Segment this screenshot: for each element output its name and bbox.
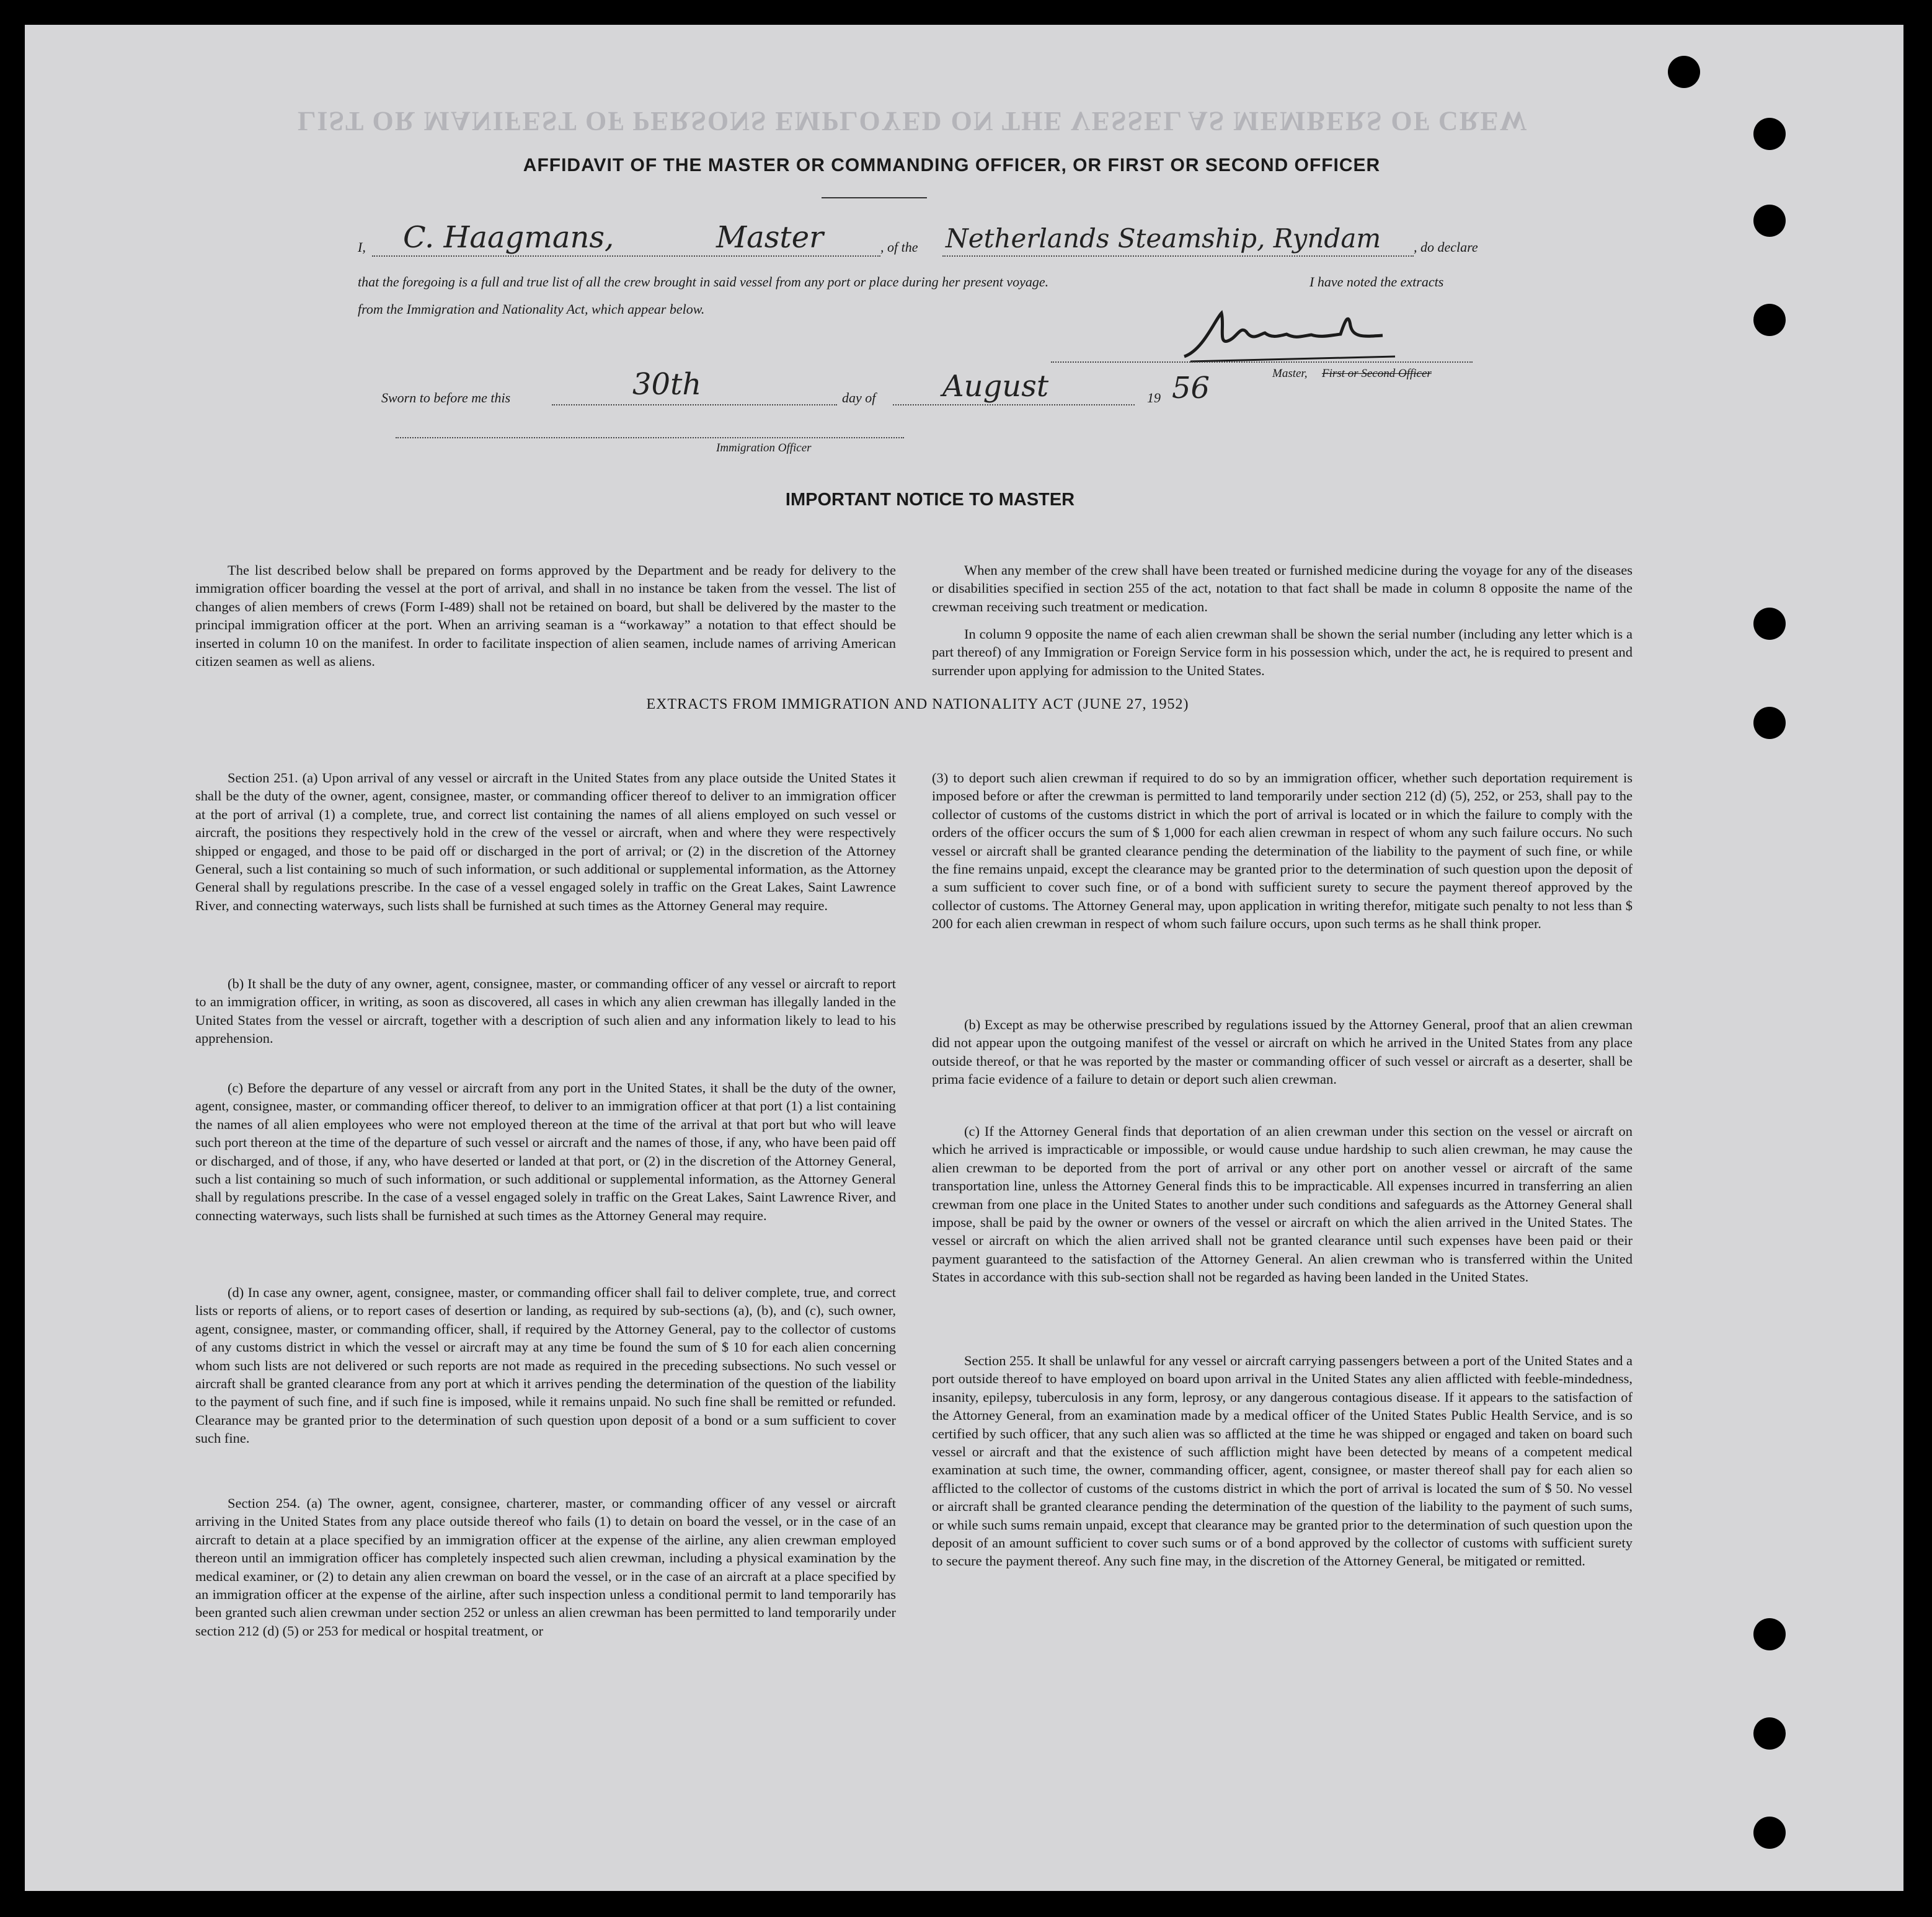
affidavit-of-the-label: , of the bbox=[880, 239, 918, 255]
name-line bbox=[372, 255, 880, 257]
affidavit-title: AFFIDAVIT OF THE MASTER OR COMMANDING OFFICER, OR FIRST OR SECOND OFFICER bbox=[523, 155, 1381, 175]
title-rule bbox=[822, 197, 927, 198]
punch-hole bbox=[1753, 608, 1786, 640]
handwritten-rank: Master bbox=[716, 220, 824, 255]
notice-title: IMPORTANT NOTICE TO MASTER bbox=[785, 490, 1075, 510]
affidavit-i-label: I, bbox=[358, 239, 366, 255]
handwritten-month: August bbox=[942, 369, 1049, 404]
sworn-label: Sworn to before me this bbox=[381, 390, 511, 405]
handwritten-name: C. Haagmans, bbox=[403, 220, 614, 255]
signature-scribble bbox=[1178, 307, 1401, 366]
punch-hole bbox=[1753, 1717, 1786, 1750]
affidavit-line-3: from the Immigration and Nationality Act, which appear below. bbox=[358, 301, 705, 317]
punch-hole bbox=[1753, 205, 1786, 237]
day-of-label: day of bbox=[842, 390, 876, 405]
affidavit-line-2-right: I have noted the extracts bbox=[1309, 274, 1444, 290]
punch-hole bbox=[1668, 56, 1700, 88]
vessel-line bbox=[942, 255, 1414, 257]
notice-right-paragraph-1: When any member of the crew shall have been treated or furnished medicine during the voyage for any of the diseases or disabilities specified in section 255 of the act, notation to that fact shall be made in column 8 opposite the name of the crewman receiving such treatment or medication. bbox=[932, 562, 1633, 614]
year-prefix: 19 bbox=[1147, 390, 1161, 405]
month-line bbox=[893, 404, 1135, 405]
signature-line bbox=[1051, 361, 1473, 363]
day-line bbox=[552, 404, 837, 405]
document-page bbox=[25, 25, 1903, 1891]
notice-right-paragraph-2: In column 9 opposite the name of each alien crewman shall be shown the serial number (including any letter which is a part thereof) of any Immigration or Foreign Service form in his possession which, under the act, he is required to present and surrender upon applying for admission to the United States. bbox=[932, 626, 1633, 678]
section-251c: (c) Before the departure of any vessel or aircraft from any port in the United States, it shall be the duty of the owner, agent, consignee, master, or commanding officer thereof, to deliver to an immigration officer at that port (1) a list containing the names of all alien employees who were not employed thereon at the time of the arrival at that port but who will leave such port thereon at the time of the departure of such vessel or aircraft and the names of those, if any, who have been paid off or discharged, and of those, if any, who have deserted or landed at that port, or (2) in the discretion of the Attorney General, such a list containing so much of such information, or such additional or supplemental information, as the Attorney General shall by regulations prescribe. In the case of a vessel engaged solely in traffic on the Great Lakes, Saint Lawrence River, and connecting waterways, such lists shall be furnished at such times as the Attorney General may require. bbox=[195, 1080, 896, 1223]
punch-hole bbox=[1753, 1817, 1786, 1849]
officer-line bbox=[396, 437, 904, 438]
section-254a: Section 254. (a) The owner, agent, consignee, charterer, master, or commanding officer of any vessel or aircraft arriving in the United States from any place outside thereof who fails (1) to detain on board the vessel, or in the case of an aircraft to detain at a place specified by an immigration officer at the expense of the airline, any alien crewman employed thereon until an immigration officer has completely inspected such alien crewman, including a physical examination by the medical examiner, or (2) to detain any alien crewman on board the vessel, or in the case of an aircraft at a place specified by an immigration officer at the expense of the airline, after such inspection unless a conditional permit to land temporarily has been granted such alien crewman under section 252 or unless an alien crewman has been permitted to land temporarily under section 212 (d) (5) or 253 for medical or hospital treatment, or bbox=[195, 1495, 896, 1639]
handwritten-vessel: Netherlands Steamship, Ryndam bbox=[946, 223, 1381, 254]
punch-hole bbox=[1753, 304, 1786, 336]
handwritten-day: 30th bbox=[632, 367, 702, 402]
section-254c: (c) If the Attorney General finds that deportation of an alien crewman under this section on the vessel or aircraft on which he arrived is impracticable or impossible, or would cause undue hardship to such alien crewman, he may cause the alien crewman to be deported from the port of arrival or any other port on another vessel or aircraft of the same transportation line, unless the Attorney General finds this to be impracticable. All expenses incurred in transferring an alien crewman from one place in the United States to another under such conditions and safeguards as the Attorney General shall impose, shall be paid by the owner or owners of the vessel or aircraft on which the alien arrived in the United States. The vessel or aircraft on which the alien arrived shall not be granted clearance until such expenses have been paid or their payment guaranteed to the satisfaction of the Attorney General. An alien crewman who is transferred within the United States in accordance with this sub-section shall not be regarded as having been landed in the United States. bbox=[932, 1123, 1633, 1285]
handwritten-year: 56 bbox=[1172, 371, 1210, 405]
section-251d: (d) In case any owner, agent, consignee, master, or commanding officer shall fail to deliver complete, true, and correct lists or reports of aliens, or to report cases of desertion or landing, as required by sub-sections (a), (b), and (c), such owner, agent, consignee, master, or commanding officer, shall, if required by the Attorney General, pay to the collector of customs of any customs district in which the vessel or aircraft may at any time be found the sum of $ 10 for each alien concerning whom such lists are not delivered or such reports are not made as required in the preceding subsections. No such vessel or aircraft shall be granted clearance from any port at which it arrives pending the determination of the question of the liability to the payment of such fine, and if such fine is imposed, while it remains unpaid. No such fine shall be remitted or refunded. Clearance may be granted prior to the determination of such question upon deposit of a bond or a sum sufficient to cover such fine. bbox=[195, 1285, 896, 1446]
affidavit-line-2: that the foregoing is a full and true list of all the crew brought in said vessel from any port or place during her present voyage. bbox=[358, 274, 1049, 290]
section-251a: Section 251. (a) Upon arrival of any vessel or aircraft in the United States from any place outside the United States it shall be the duty of the owner, agent, consignee, master, or commanding officer thereof to deliver to an immigration officer at the port of arrival (1) a complete, true, and correct list containing the names of all aliens employed on such vessel or aircraft, the positions they respectively hold in the crew of the vessel or aircraft, when and where they were respectively shipped or engaged, and those to be paid off or discharged in the port of arrival; or (2) in the discretion of the Attorney General, such a list containing so much of such information, or such additional or supplemental information, as the Attorney General shall by regulations prescribe. In the case of a vessel engaged solely in traffic on the Great Lakes, Saint Lawrence River, and connecting waterways, such lists shall be furnished at such times as the Attorney General may require. bbox=[195, 770, 896, 913]
section-254a-continued: (3) to deport such alien crewman if required to do so by an immigration officer, whether such deportation requirement is imposed before or after the crewman is permitted to land temporarily under section 212 (d) (5), 252, or 253, shall pay to the collector of customs of the customs district in which the port of arrival is located or in which the failure to comply with the orders of the officer occurs the sum of $ 1,000 for each alien crewman in respect of whom any such failure occurs. No such vessel or aircraft shall be granted clearance pending the determination of the liability to the payment of such fine, or while the fine remains unpaid, except the clearance may be granted prior to the determination of such question upon the deposit of a sum sufficient to cover such fine, or of a bond with sufficient surety to secure the payment thereof approved by the collector of customs. The Attorney General may, upon application in writing therefor, mitigate such penalty to not less than $ 200 for each alien crewman in respect of whom such failure occurs, upon such terms as he shall think proper. bbox=[932, 770, 1633, 932]
extracts-title: EXTRACTS FROM IMMIGRATION AND NATIONALITY ACT (JUNE 27, 1952) bbox=[646, 696, 1189, 712]
bleed-through: LIST OR MANIFEST OF PERSONS EMPLOYED ON THE VESSEL AS MEMBERS OF CREW bbox=[298, 106, 1528, 136]
officer-caption: Immigration Officer bbox=[716, 441, 812, 454]
signature-caption-master: Master, bbox=[1272, 367, 1308, 380]
master-signature bbox=[1178, 307, 1401, 374]
affidavit-declare-label: , do declare bbox=[1414, 239, 1478, 255]
section-255: Section 255. It shall be unlawful for any vessel or aircraft carrying passengers between a port of the United States and a port outside thereof to have employed on board upon arrival in the United States any alien afflicted with feeble-mindedness, insanity, epilepsy, tuberculosis in any form, leprosy, or any dangerous contagious disease. If it appears to the satisfaction of the Attorney General, from an examination made by a medical officer of the United States Public Health Service, and is so certified by such officer, that any such alien was so afflicted at the time he was shipped or engaged and taken on board such vessel or aircraft and that the existence of such affliction might have been detected by means of a competent medical examination at such time, the owner, commanding officer, agent, consignee, or master thereof shall pay for each alien so afflicted to the collector of customs of the customs district in which the port of arrival is located the sum of $ 50. No vessel or aircraft shall be granted clearance pending the determination of the question of the liability to the payment of such sums, or while such sums remain unpaid, except that clearance may be granted prior to the determination of such question upon the deposit of an amount sufficient to cover such sums or of a bond approved by the collector of customs with sufficient surety to secure the payment thereof. Any such fine may, in the discretion of the Attorney General, be mitigated or remitted. bbox=[932, 1353, 1633, 1569]
notice-left-paragraph: The list described below shall be prepared on forms approved by the Department and be ready for delivery to the immigration officer boarding the vessel at the port of arrival, and shall in no instance be taken from the vessel. The list of changes of alien members of crews (Form I-489) shall not be retained on board, but shall be delivered by the master to the principal immigration officer at the port. When an arriving seaman is a “workaway” a notation to that effect should be inserted in column 10 on the manifest. In order to facilitate inspection of alien seamen, include names of arriving American citizen seamen as well as aliens. bbox=[195, 562, 896, 670]
section-251b: (b) It shall be the duty of any owner, agent, consignee, master, or commanding officer of any vessel or aircraft to report to an immigration officer, in writing, as soon as discovered, all cases in which any alien crewman has illegally landed in the United States from the vessel or aircraft, together with a description of such alien and any information likely to lead to his apprehension. bbox=[195, 976, 896, 1047]
signature-caption-struck: First or Second Officer bbox=[1322, 367, 1432, 380]
punch-hole bbox=[1753, 118, 1786, 150]
section-254b: (b) Except as may be otherwise prescribed by regulations issued by the Attorney General, proof that an alien crewman did not appear upon the outgoing manifest of the vessel or aircraft on which he arrived in the United States from any place outside thereof, or that he was reported by the master or commanding officer of such vessel or aircraft as a deserter, shall be prima facie evidence of a failure to detain or deport such alien crewman. bbox=[932, 1017, 1633, 1087]
punch-hole bbox=[1753, 1618, 1786, 1650]
